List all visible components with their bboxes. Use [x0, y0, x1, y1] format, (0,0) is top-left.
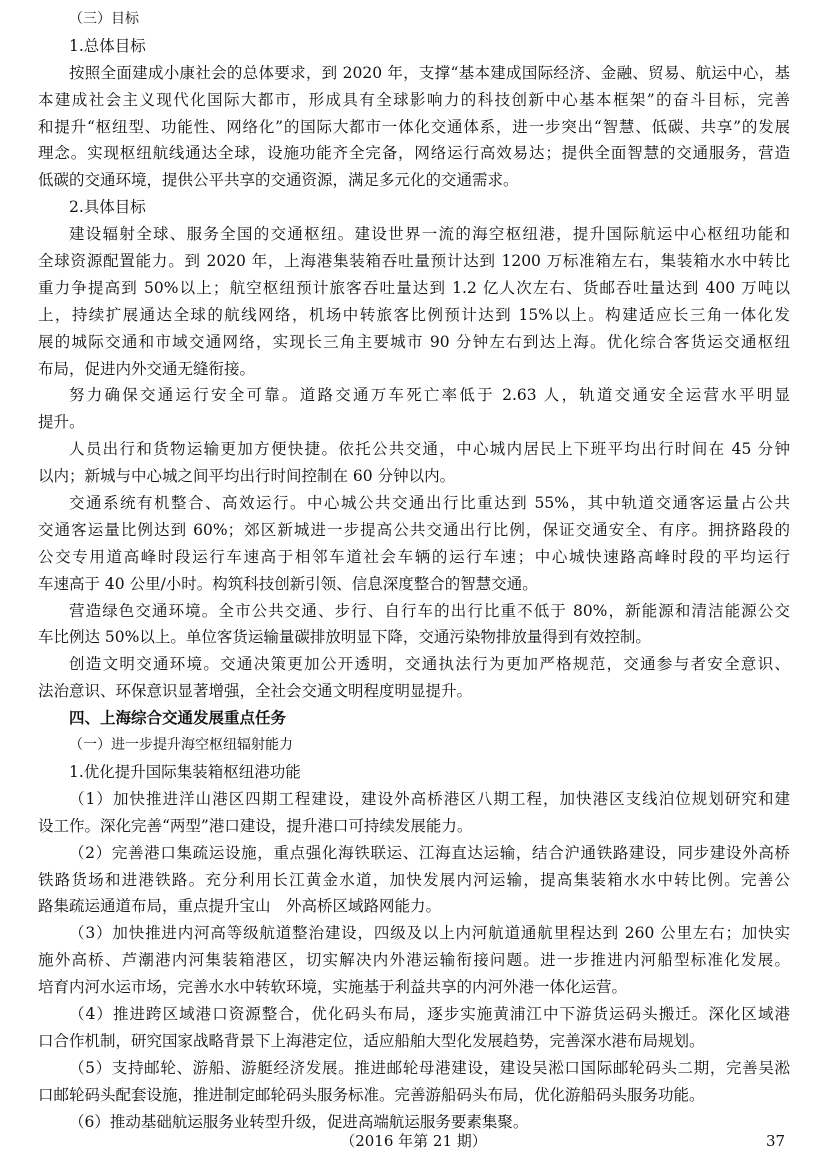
- text-line: （一）进一步提升海空枢纽辐射能力: [69, 737, 293, 754]
- text-line: 法治意识、环保意识显著增强，全社会交通文明程度明显提升。: [38, 682, 473, 701]
- text-line: 按照全面建成小康社会的总体要求，到 2020 年，支撑“基本建成国际经济、金融、贸易、航运中心，基: [69, 63, 790, 82]
- text-line: 1.优化提升国际集装箱枢纽港功能: [69, 762, 301, 781]
- text-line: 车比例达 50%以上。单位客货运输量碳排放明显下降，交通污染物排放量得到有效控制。: [38, 628, 651, 647]
- text-line: 建设辐射全球、服务全国的交通枢纽。建设世界一流的海空枢纽港，提升国际航运中心枢纽功能和: [69, 225, 790, 244]
- text-line: 培育内河水运市场，完善水水中转软环境，实施基于利益共享的内河外港一体化运营。: [38, 978, 628, 997]
- text-line: 四、上海综合交通发展重点任务: [69, 709, 287, 728]
- text-line: 展的城际交通和市域交通网络，实现长三角主要城市 90 分钟左右到达上海。优化综合客货运交通枢纽: [38, 332, 790, 351]
- text-line: （5）支持邮轮、游船、游艇经济发展。推进邮轮母港建设，建设吴淞口国际邮轮码头二期，完善吴淞: [69, 1058, 790, 1077]
- text-line: 低碳的交通环境，提供公平共享的交通资源，满足多元化的交通需求。: [38, 171, 519, 190]
- text-line: 营造绿色交通环境。全市公共交通、步行、自行车的出行比重不低于 80%，新能源和清洁能源公交: [69, 601, 790, 620]
- text-line: 2.具体目标: [69, 198, 146, 217]
- text-line: 努力确保交通运行安全可靠。道路交通万车死亡率低于 2.63 人，轨道交通安全运营水平明显: [69, 386, 790, 405]
- text-line: （4）推进跨区域港口资源整合，优化码头布局，逐步实施黄浦江中下游货运码头搬迁。深化区域港: [69, 1004, 790, 1023]
- text-line: 车速高于 40 公里/小时。构筑科技创新引领、信息深度整合的智慧交通。: [38, 574, 538, 593]
- text-line: 上，持续扩展通达全球的航线网络，机场中转旅客比例预计达到 15%以上。构建适应长三角一体化发: [38, 305, 790, 324]
- text-line: 本建成社会主义现代化国际大都市，形成具有全球影响力的科技创新中心基本框架”的奋斗目标，完善: [38, 90, 790, 109]
- text-line: 理念。实现枢纽航线通达全球，设施功能齐全完备，网络运行高效易达；提供全面智慧的交通服务，营造: [38, 144, 790, 163]
- body-text: [38, 6, 790, 1135]
- text-line: 和提升“枢纽型、功能性、网络化”的国际大都市一体化交通体系，进一步突出“智慧、低碳、共享”的发展: [38, 117, 790, 136]
- text-line: 交通客运量比例达到 60%；郊区新城进一步提高公共交通出行比例，保证交通安全、有序。拥挤路段的: [38, 520, 790, 539]
- text-line: 重力争提高到 50%以上；航空枢纽预计旅客吞吐量达到 1.2 亿人次左右、货邮吞吐量达到 400 万吨以: [38, 278, 790, 297]
- text-line: 人员出行和货物运输更加方便快捷。依托公共交通，中心城内居民上下班平均出行时间在 45 分钟: [69, 440, 790, 459]
- text-line: 公交专用道高峰时段运行车速高于相邻车道社会车辆的运行车速；中心城快速路高峰时段的平均运行: [38, 547, 790, 566]
- text-line: 口邮轮码头配套设施，推进制定邮轮码头服务标准。完善游船码头布局，优化游船码头服务功能。: [38, 1085, 705, 1104]
- text-line: 设工作。深化完善“两型”港口建设，提升港口可持续发展能力。: [38, 816, 473, 835]
- text-line: 提升。: [38, 413, 85, 432]
- page-footer: [0, 1130, 827, 1152]
- page-number: 37: [766, 1132, 786, 1150]
- text-line: 口合作机制，研究国家战略背景下上海港定位，适应船舶大型化发展趋势，完善深水港布局规划。: [38, 1031, 705, 1050]
- text-line: 交通系统有机整合、高效运行。中心城公共交通出行比重达到 55%，其中轨道交通客运量占公共: [69, 494, 790, 513]
- text-line: 施外高桥、芦潮港内河集装箱港区，切实解决内外港运输衔接问题。进一步推进内河船型标准化发展。: [38, 951, 790, 970]
- text-line: （1）加快推进洋山港区四期工程建设，建设外高桥港区八期工程，加快港区支线泊位规划研究和建: [69, 789, 790, 808]
- text-line: 铁路货场和进港铁路。充分利用长江黄金水道，加快发展内河运输，提高集装箱水水中转比例。完善公: [38, 870, 790, 889]
- text-line: （三）目标: [69, 11, 139, 27]
- text-line: 1.总体目标: [69, 36, 146, 55]
- text-line: 路集疏运通道布局，重点提升宝山 外高桥区域路网能力。: [38, 897, 442, 916]
- text-line: （3）加快推进内河高等级航道整治建设，四级及以上内河航道通航里程达到 260 公里左右；加快实: [69, 924, 790, 943]
- text-line: 创造文明交通环境。交通决策更加公开透明，交通执法行为更加严格规范，交通参与者安全意识、: [69, 655, 790, 674]
- text-line: 布局，促进内外交通无缝衔接。: [38, 359, 256, 378]
- text-line: 以内；新城与中心城之间平均出行时间控制在 60 分钟以内。: [38, 467, 456, 486]
- text-line: 全球资源配置能力。到 2020 年，上海港集装箱吞吐量预计达到 1200 万标准箱左右，集装箱水水中转比: [38, 252, 790, 271]
- text-line: （6）推动基础航运服务业转型升级，促进高端航运服务要素集聚。: [69, 1112, 529, 1131]
- text-line: （2）完善港口集疏运设施，重点强化海铁联运、江海直达运输，结合沪通铁路建设，同步建设外高桥: [69, 843, 790, 862]
- issue-label: （2016 年第 21 期）: [340, 1132, 487, 1150]
